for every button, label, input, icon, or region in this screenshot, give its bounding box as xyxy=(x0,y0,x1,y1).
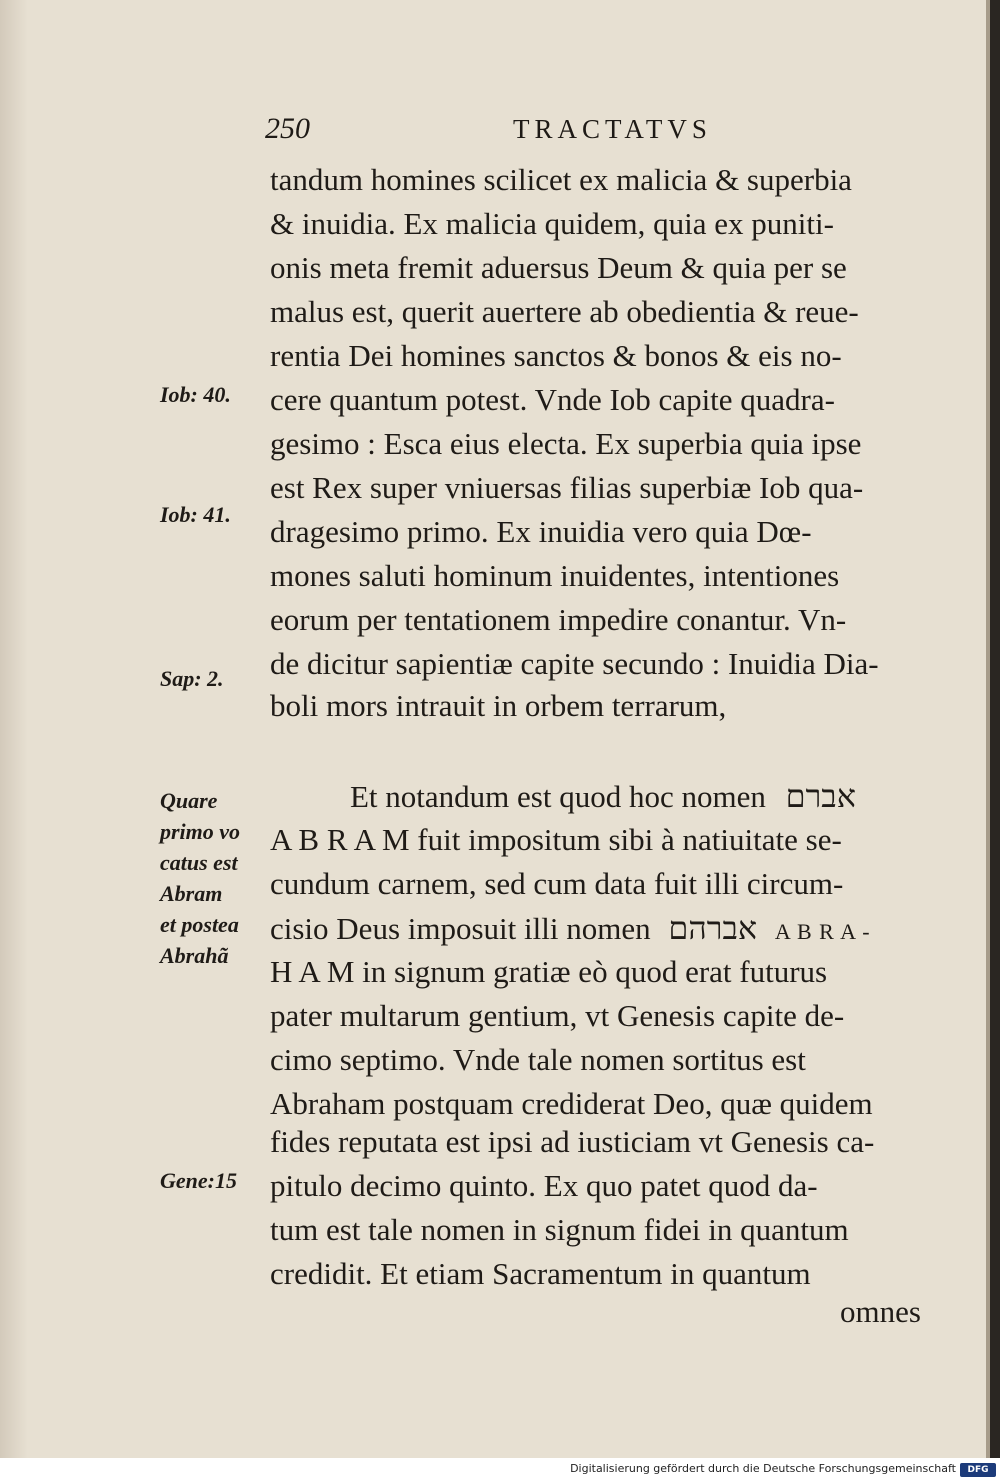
text-line: dragesimo primo. Ex inuidia vero quia Dœ- xyxy=(270,514,812,549)
footer-credit: Digitalisierung gefördert durch die Deutsche Forschungsgemeinschaft xyxy=(570,1462,956,1475)
text-line: boli mors intrauit in orbem terrarum, xyxy=(270,688,727,723)
text-line: tandum homines scilicet ex malicia & superbia xyxy=(270,162,852,197)
page-number: 250 xyxy=(265,112,310,145)
transliteration: A B R A - xyxy=(774,919,871,944)
marginal-note: Abrahã xyxy=(160,943,229,968)
marginal-note: Iob: 40. xyxy=(160,382,231,407)
text-line: eorum per tentationem impedire conantur. Vn- xyxy=(270,602,847,637)
hebrew-abraham: אברהם xyxy=(668,910,758,946)
running-title: TRACTATVS xyxy=(513,114,712,144)
text-line: pitulo decimo quinto. Ex quo patet quod da- xyxy=(270,1168,818,1203)
text-line: cundum carnem, sed cum data fuit illi circum- xyxy=(270,866,844,901)
text-line: credidit. Et etiam Sacramentum in quantum xyxy=(270,1256,811,1291)
text-line: mones saluti hominum inuidentes, intentiones xyxy=(270,558,840,593)
text-line: Abraham postquam crediderat Deo, quæ quidem xyxy=(270,1086,873,1121)
page-header xyxy=(265,112,965,152)
marginal-note: primo vo xyxy=(160,819,241,844)
hebrew-abram: אברם xyxy=(785,778,856,814)
catchword: omnes xyxy=(840,1294,921,1329)
text-line xyxy=(270,908,871,952)
text-line: onis meta fremit aduersus Deum & quia per se xyxy=(270,250,847,285)
text-line: A B R A M fuit impositum sibi à natiuitate se- xyxy=(270,822,842,857)
paragraph-first-line xyxy=(350,776,856,817)
text-line: pater multarum gentium, vt Genesis capite de- xyxy=(270,998,845,1033)
text-line: malus est, querit auertere ab obedientia & reue- xyxy=(270,294,859,329)
marginal-note: Abram xyxy=(160,881,223,906)
text-span: cisio Deus imposuit illi nomen xyxy=(270,911,651,946)
text-line: cere quantum potest. Vnde Iob capite quadra- xyxy=(270,382,835,417)
book-edge xyxy=(990,0,1000,1458)
marginal-note: catus est xyxy=(160,850,238,875)
marginal-note: Sap: 2. xyxy=(160,666,224,691)
marginal-note: Quare xyxy=(160,788,218,813)
marginal-note: et postea xyxy=(160,912,239,937)
text-line: est Rex super vniuersas filias superbiæ Iob qua- xyxy=(270,470,864,505)
text-span: Et notandum est quod hoc nomen xyxy=(350,779,766,814)
text-line: & inuidia. Ex malicia quidem, quia ex puniti- xyxy=(270,206,834,241)
text-line: de dicitur sapientiæ capite secundo : Inuidia Dia- xyxy=(270,646,879,681)
marginal-note: Gene:15 xyxy=(160,1168,237,1193)
text-line: tum est tale nomen in signum fidei in quantum xyxy=(270,1212,849,1247)
text-line: gesimo : Esca eius electa. Ex superbia quia ipse xyxy=(270,426,862,461)
text-line: fides reputata est ipsi ad iusticiam vt Genesis ca- xyxy=(270,1124,875,1159)
marginal-note: Iob: 41. xyxy=(160,502,231,527)
footer-bar xyxy=(0,1460,1000,1482)
text-line: cimo septimo. Vnde tale nomen sortitus est xyxy=(270,1042,806,1077)
text-line: rentia Dei homines sanctos & bonos & eis no- xyxy=(270,338,842,373)
text-line: H A M in signum gratiæ eò quod erat futurus xyxy=(270,954,828,989)
dfg-logo: DFG xyxy=(960,1463,996,1477)
